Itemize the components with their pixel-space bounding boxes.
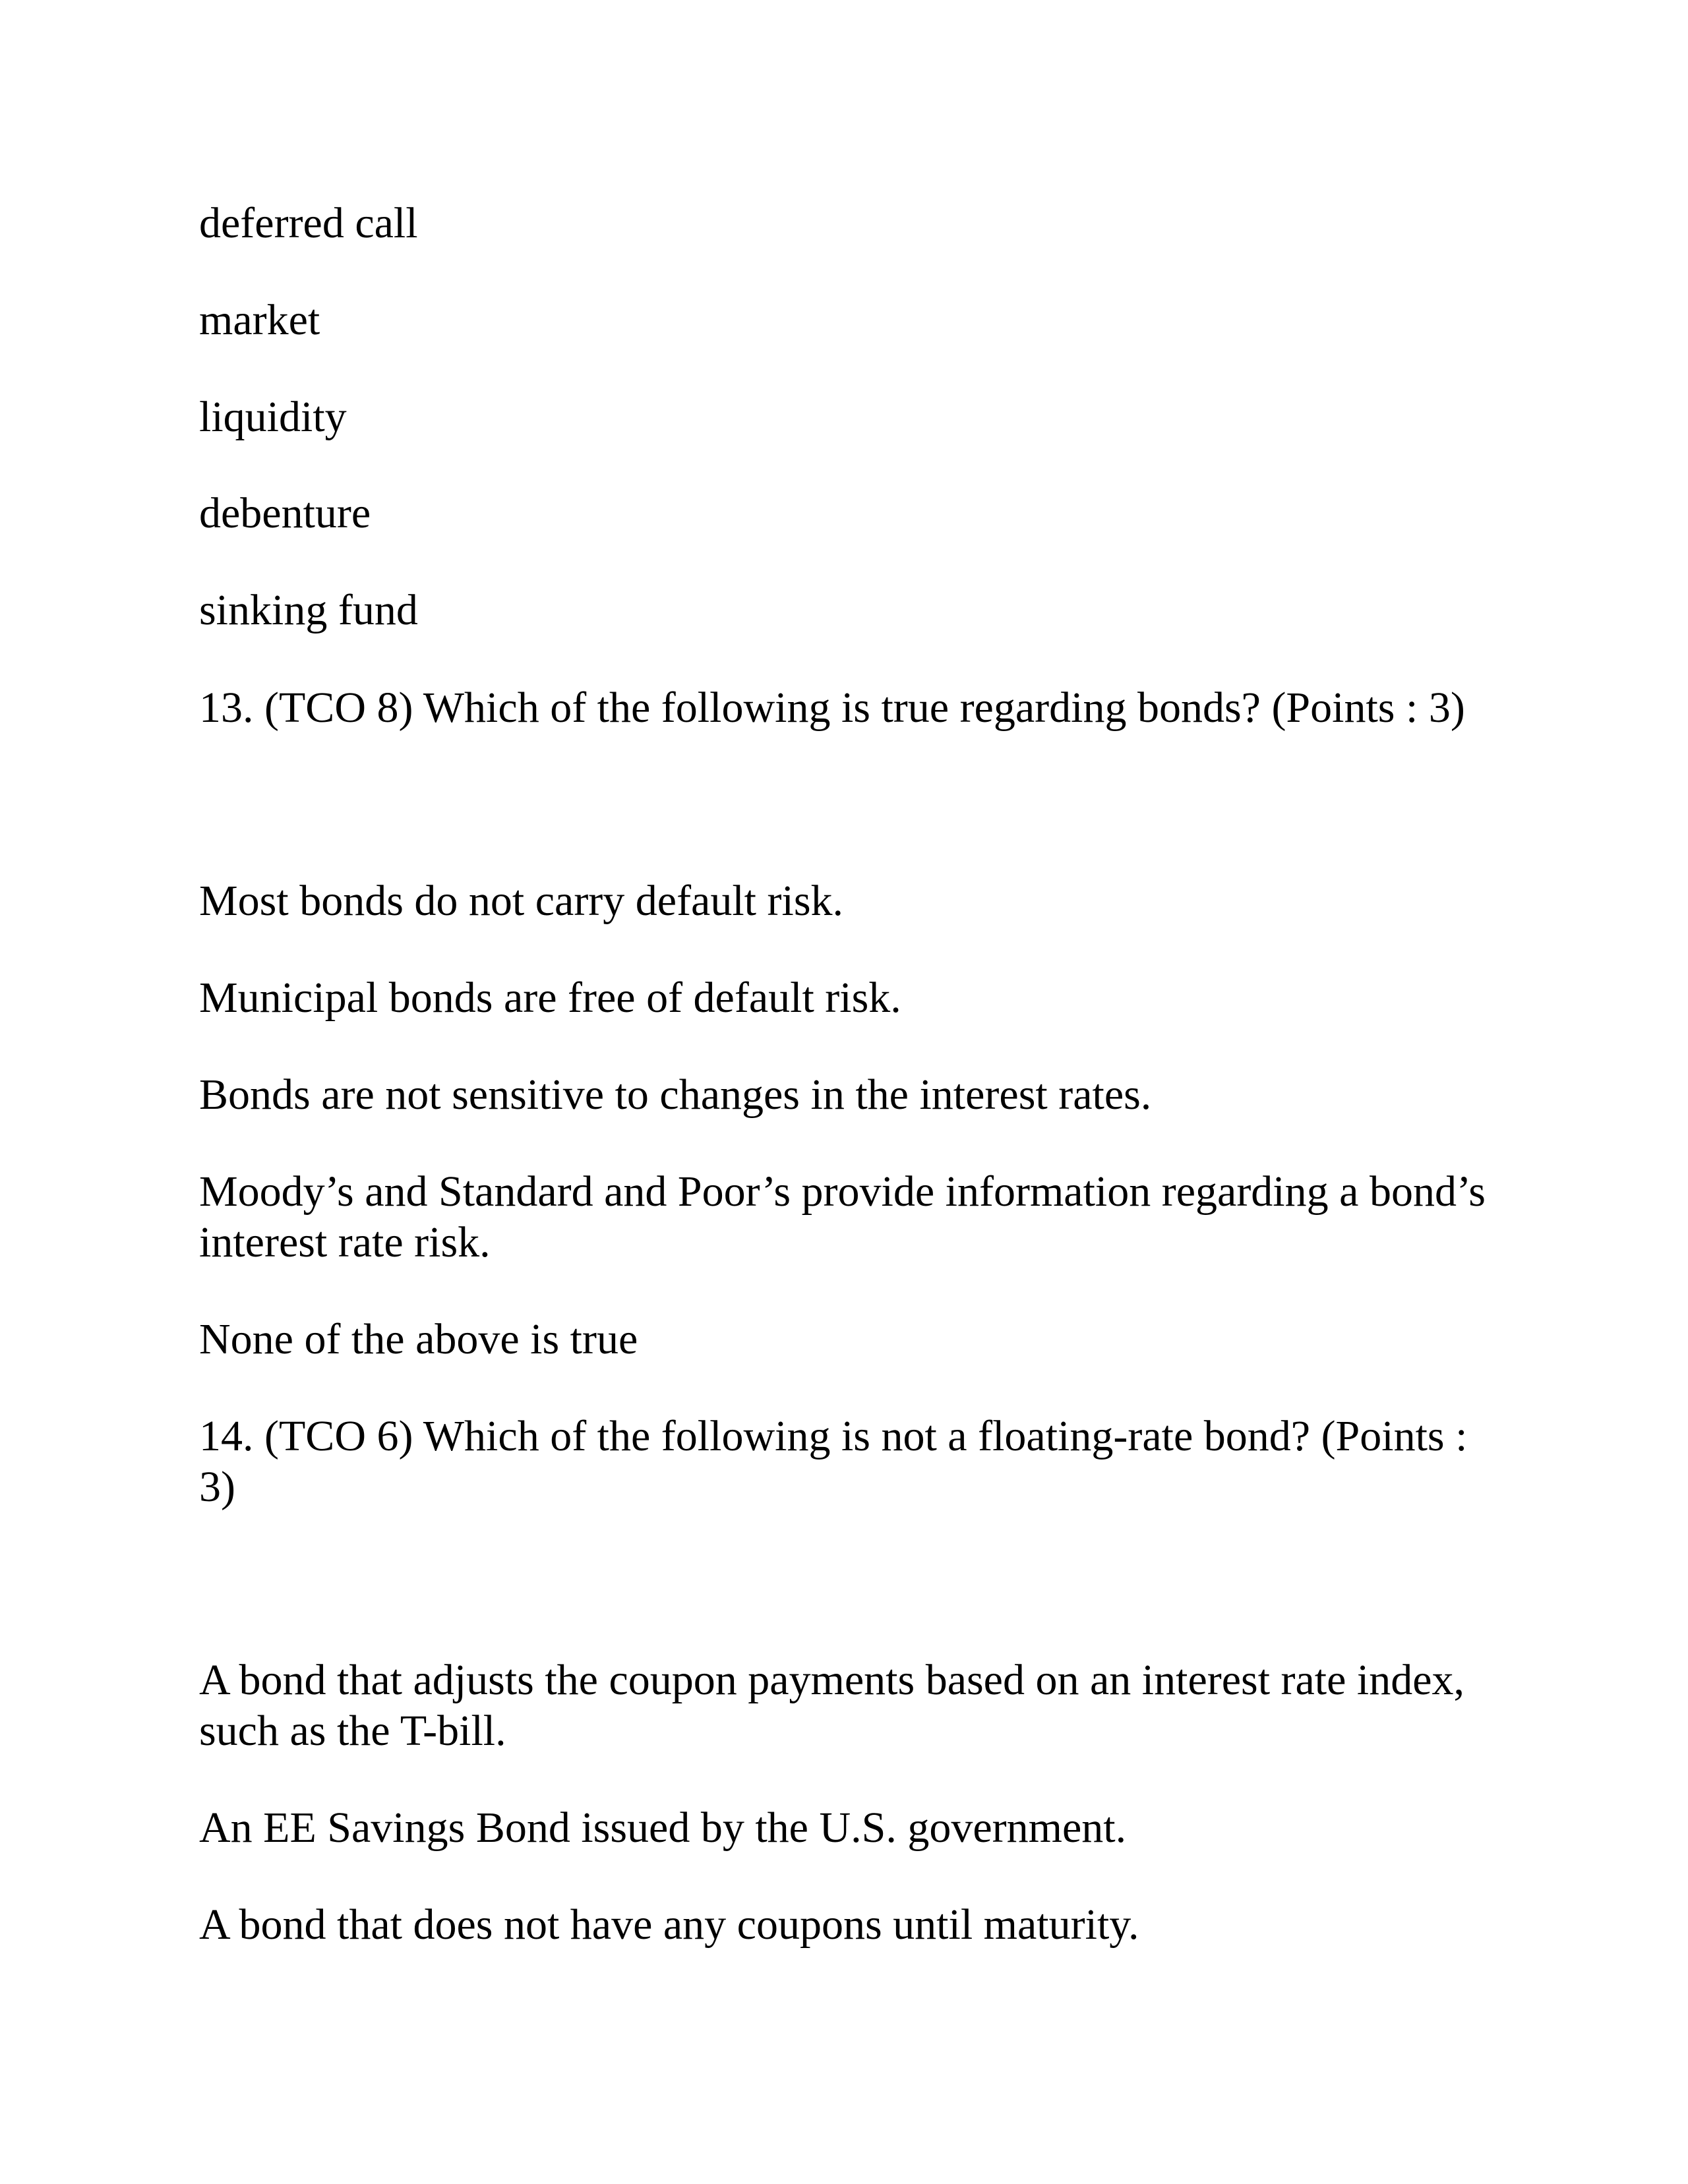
- q13-option-e: None of the above is true: [199, 1315, 638, 1363]
- q12-option-sinking-fund: sinking fund: [199, 586, 418, 634]
- q12-option-liquidity: liquidity: [199, 393, 347, 441]
- question-13: 13. (TCO 8) Which of the following is true regarding bonds? (Points : 3): [199, 684, 1465, 732]
- q12-option-debenture: debenture: [199, 489, 371, 537]
- q12-option-deferred-call: deferred call: [199, 199, 418, 247]
- q14-option-b: An EE Savings Bond issued by the U.S. government.: [199, 1804, 1127, 1852]
- q14-option-a: A bond that adjusts the coupon payments based on an interest rate index, such as the T-bill.: [199, 1656, 1465, 1755]
- q13-option-b: Municipal bonds are free of default risk.: [199, 974, 901, 1022]
- q13-option-d: Moody’s and Standard and Poor’s provide information regarding a bond’s interest rate risk.: [199, 1167, 1486, 1266]
- question-14: 14. (TCO 6) Which of the following is not a floating-rate bond? (Points : 3): [199, 1412, 1468, 1511]
- q14-option-c: A bond that does not have any coupons until maturity.: [199, 1901, 1139, 1949]
- q13-option-a: Most bonds do not carry default risk.: [199, 877, 844, 925]
- q13-option-c: Bonds are not sensitive to changes in the interest rates.: [199, 1071, 1152, 1119]
- q12-option-market: market: [199, 296, 320, 344]
